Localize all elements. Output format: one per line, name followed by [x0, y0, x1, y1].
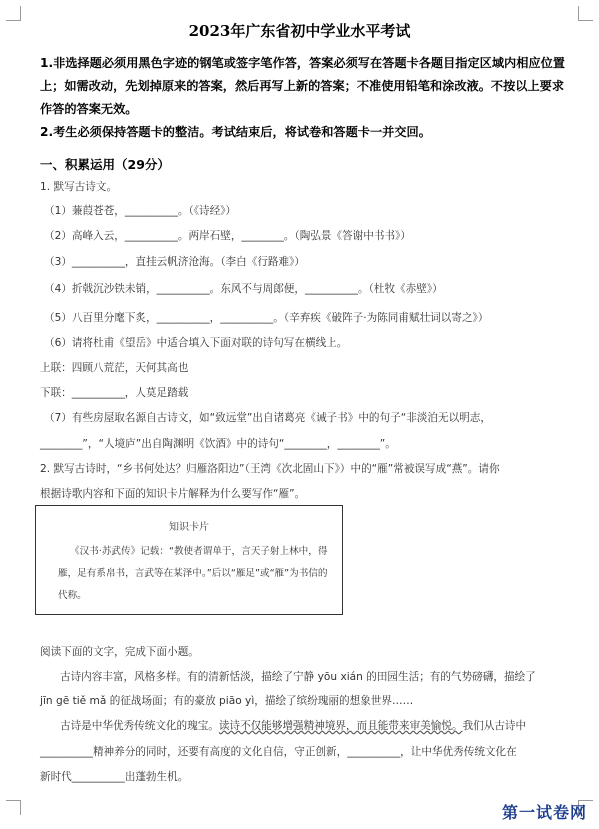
reading-p1-line-2: jīn gē tiě mǎ 的征战场面；有的豪放 piāo yì，描绘了缤纷瑰丽的想象世界……	[40, 695, 414, 707]
couplet-upper: 上联：四顾八荒茫，天何其高也	[40, 362, 189, 374]
reading-p2-wavy-sentence: 读诗不仅能够增强精神境界，而且能带来审美愉悦。	[218, 720, 463, 732]
reading-p1-line-1: 古诗内容丰富，风格多样。有的清新恬淡，描绘了宁静 yōu xián 的田园生活；有的气势磅礴，描绘了	[60, 671, 536, 683]
knowledge-card	[35, 505, 343, 615]
q1-item-6: （6）请将杜甫《望岳》中适合填入下面对联的诗句写在横线上。	[44, 337, 348, 349]
knowledge-card-title: 知识卡片	[169, 522, 209, 533]
q1-item-7-line-1: （7）有些房屋取名源自古诗文，如“致远堂”出自诸葛亮《诫子书》中的句子“非淡泊无以明志，	[44, 412, 491, 424]
q1-item-4: （4）折戟沉沙铁未销，__________。东风不与周郎便，__________。（杜牧《赤壁》）	[44, 283, 443, 295]
notice-item-2: 2.考生必须保持答题卡的整洁。考试结束后，将试卷和答题卡一并交回。	[40, 125, 431, 139]
knowledge-card-body: 《汉书·苏武传》记载：“教使者谓单于，言天子射上林中，得雁，足有系帛书，言武等在某泽中。”后以“雁足”或“雁”为书信的代称。	[58, 546, 328, 601]
reading-p2-line-2: __________精神养分的同时，还要有高度的文化自信，守正创新，__________，让中华优秀传统文化在	[40, 746, 517, 758]
crop-mark-bottom-left	[6, 800, 21, 815]
q1-item-3: （3）__________，直挂云帆济沧海。（李白《行路难》）	[44, 256, 305, 268]
crop-mark-top-left	[6, 6, 21, 21]
exam-notice	[40, 52, 570, 144]
section-heading: 一、积累运用（29分）	[40, 157, 170, 172]
notice-item-1: 1.非选择题必须用黑色字迹的钢笔或签字笔作答，答案必须写在答题卡各题目指定区域内相应位置上；如需改动，先划掉原来的答案，然后再写上新的答案；不准使用铅笔和涂改液。不按以上要求作答的答案无效。	[40, 56, 565, 116]
q2-line-1: 2. 默写古诗时，“乡书何处达？归雁洛阳边”（王湾《次北固山下》）中的“雁”常被误写成“燕”。请你	[40, 463, 500, 475]
reading-p2-sentence-3: 我们从古诗中	[462, 720, 527, 732]
exam-title: 2023年广东省初中学业水平考试	[188, 22, 411, 40]
reading-p2-line-1	[60, 719, 590, 733]
crop-mark-top-right	[578, 6, 593, 21]
q1-item-5: （5）八百里分麾下炙，__________，__________。（辛弃疾《破阵子·为陈同甫赋壮词以寄之》）	[44, 312, 489, 324]
q1-item-2: （2）高峰入云，__________。两岸石壁，________。（陶弘景《答谢中书书》）	[44, 230, 411, 242]
reading-p2-sentence-1: 古诗是中华优秀传统文化的瑰宝。	[60, 720, 219, 732]
site-watermark: 第一试卷网	[501, 803, 587, 822]
couplet-lower: 下联：__________，人莫足踏载	[40, 387, 189, 399]
q1-item-7-line-2: ________”，“人境庐”出自陶渊明《饮酒》中的诗句“________，________”。	[40, 438, 396, 450]
reading-p2-line-3: 新时代__________出蓬勃生机。	[40, 771, 189, 783]
reading-intro: 阅读下面的文字，完成下面小题。	[40, 646, 199, 658]
q1-item-1: （1）蒹葭苍苍，__________。（《诗经》）	[44, 205, 237, 217]
q1-stem: 1. 默写古诗文。	[40, 181, 118, 193]
q2-line-2: 根据诗歌内容和下面的知识卡片解释为什么要写作“雁”。	[40, 488, 306, 500]
